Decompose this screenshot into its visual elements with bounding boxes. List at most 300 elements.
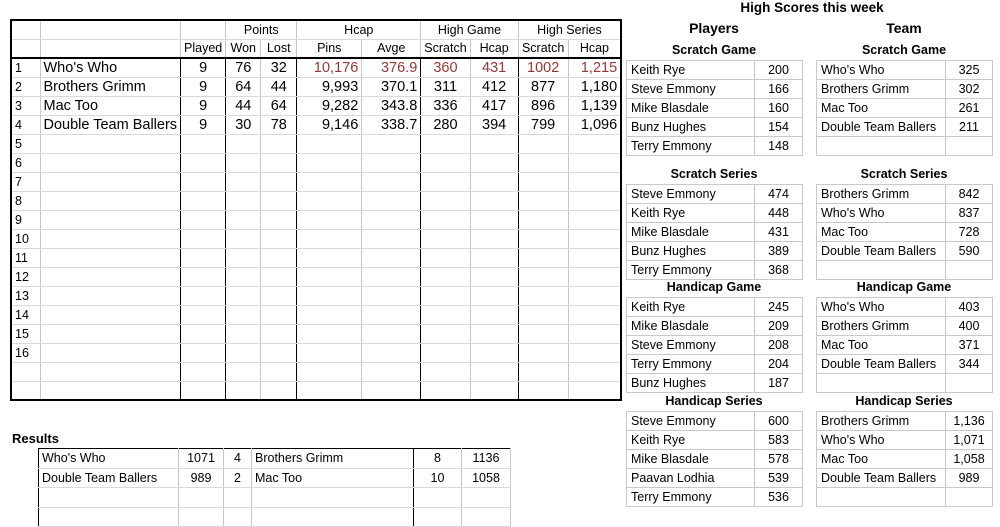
cell-team-name: Mac Too	[40, 96, 181, 115]
score-value: 400	[946, 317, 993, 336]
cell-empty	[568, 229, 621, 248]
list-item	[817, 185, 993, 204]
cell-empty	[40, 153, 181, 172]
cell-pins: 10,176	[297, 58, 362, 77]
team-name: Double Team Ballers	[817, 355, 946, 374]
cell-empty	[568, 248, 621, 267]
result-score-b: 1136	[462, 449, 511, 469]
score-value: 1,136	[946, 412, 993, 431]
table-row	[11, 210, 621, 229]
cell-empty	[568, 381, 621, 400]
cell-empty	[179, 488, 224, 508]
cell-empty	[261, 286, 297, 305]
cell-won: 76	[226, 58, 261, 77]
player-name: Steve Emmony	[627, 185, 755, 204]
list-item	[817, 261, 993, 280]
cell-empty	[470, 210, 518, 229]
team-name: Who's Who	[817, 61, 946, 80]
cell-empty	[181, 229, 226, 248]
table-row	[39, 468, 511, 488]
score-value: 204	[755, 355, 803, 374]
cell-empty	[362, 248, 421, 267]
cell-empty	[297, 172, 362, 191]
list-item	[817, 374, 993, 393]
cell-empty	[11, 362, 40, 381]
standings-header-groups	[11, 20, 621, 39]
cell-empty	[470, 172, 518, 191]
cell-won: 64	[226, 77, 261, 96]
score-value: 154	[755, 118, 803, 137]
result-points-b: 8	[414, 449, 462, 469]
team-name: Mac Too	[817, 99, 946, 118]
cell-empty	[297, 343, 362, 362]
cell-empty	[362, 324, 421, 343]
result-points-a: 4	[224, 449, 252, 469]
cell-empty	[40, 248, 181, 267]
score-value: 187	[755, 374, 803, 393]
cell-empty	[817, 137, 946, 156]
cell-empty	[226, 229, 261, 248]
score-value: 448	[755, 204, 803, 223]
cell-lost: 64	[261, 96, 297, 115]
table-row	[11, 134, 621, 153]
cell-empty	[226, 305, 261, 324]
player-name: Steve Emmony	[627, 336, 755, 355]
cell-empty	[261, 248, 297, 267]
list-item	[817, 80, 993, 99]
list-item	[627, 99, 803, 118]
cell-position: 13	[11, 286, 40, 305]
score-value: 211	[946, 118, 993, 137]
score-value: 728	[946, 223, 993, 242]
list-item	[627, 261, 803, 280]
cell-hs-scratch: 896	[518, 96, 568, 115]
cell-empty	[946, 374, 993, 393]
score-value: 403	[946, 298, 993, 317]
cell-empty	[40, 381, 181, 400]
team-heading: Team	[886, 20, 922, 36]
cell-empty	[11, 381, 40, 400]
cell-empty	[261, 362, 297, 381]
table-row	[11, 58, 621, 77]
list-item	[817, 204, 993, 223]
player-name: Paavan Lodhia	[627, 469, 755, 488]
cell-empty	[40, 210, 181, 229]
cell-hs-hcap: 1,180	[568, 77, 621, 96]
cell-empty	[414, 507, 462, 527]
players-heading: Players	[689, 20, 739, 36]
cell-empty	[181, 134, 226, 153]
cell-lost: 32	[261, 58, 297, 77]
player-name: Mike Blasdale	[627, 99, 755, 118]
result-points-b: 10	[414, 468, 462, 488]
cell-empty	[224, 488, 252, 508]
list-item	[627, 185, 803, 204]
list-item	[817, 137, 993, 156]
result-team-a: Who's Who	[39, 449, 179, 469]
cell-empty	[414, 488, 462, 508]
col-hs-scratch: Scratch	[518, 39, 568, 58]
cell-empty	[40, 229, 181, 248]
cell-empty	[39, 488, 179, 508]
section-title: Handicap Series	[665, 394, 763, 408]
cell-empty	[226, 267, 261, 286]
cell-position: 4	[11, 115, 40, 134]
cell-position: 9	[11, 210, 40, 229]
list-item	[627, 80, 803, 99]
cell-empty	[518, 229, 568, 248]
cell-empty	[421, 172, 470, 191]
cell-empty	[568, 267, 621, 286]
list-item	[817, 61, 993, 80]
cell-position: 3	[11, 96, 40, 115]
cell-empty	[362, 362, 421, 381]
cell-empty	[261, 172, 297, 191]
cell-empty	[362, 191, 421, 210]
list-item	[627, 374, 803, 393]
cell-empty	[297, 362, 362, 381]
cell-empty	[40, 286, 181, 305]
cell-empty	[297, 267, 362, 286]
cell-pins: 9,993	[297, 77, 362, 96]
cell-empty	[362, 305, 421, 324]
score-value: 148	[755, 137, 803, 156]
player-name: Bunz Hughes	[627, 242, 755, 261]
cell-empty	[226, 381, 261, 400]
cell-empty	[946, 261, 993, 280]
cell-empty	[362, 267, 421, 286]
cell-hg-hcap: 394	[470, 115, 518, 134]
cell-hs-scratch: 877	[518, 77, 568, 96]
cell-empty	[421, 191, 470, 210]
col-lost: Lost	[261, 39, 297, 58]
cell-empty	[181, 191, 226, 210]
list-item	[817, 469, 993, 488]
cell-empty	[946, 137, 993, 156]
cell-empty	[518, 153, 568, 172]
cell-empty	[252, 488, 414, 508]
cell-empty	[362, 343, 421, 362]
cell-empty	[946, 488, 993, 507]
team-name: Brothers Grimm	[817, 185, 946, 204]
cell-hg-scratch: 311	[421, 77, 470, 96]
cell-empty	[421, 153, 470, 172]
cell-empty	[261, 134, 297, 153]
cell-empty	[462, 488, 511, 508]
table-row	[11, 115, 621, 134]
cell-empty	[421, 324, 470, 343]
cell-empty	[226, 248, 261, 267]
player-name: Terry Emmony	[627, 137, 755, 156]
header-group-points: Points	[226, 20, 297, 39]
cell-position: 10	[11, 229, 40, 248]
cell-team-name: Brothers Grimm	[40, 77, 181, 96]
cell-lost: 78	[261, 115, 297, 134]
score-value: 578	[755, 450, 803, 469]
cell-empty	[226, 191, 261, 210]
cell-played: 9	[181, 77, 226, 96]
table-row	[11, 248, 621, 267]
list-item	[627, 431, 803, 450]
cell-hg-hcap: 412	[470, 77, 518, 96]
section-title: Scratch Series	[860, 167, 948, 181]
cell-position: 8	[11, 191, 40, 210]
cell-empty	[421, 210, 470, 229]
cell-empty	[181, 324, 226, 343]
cell-empty	[261, 305, 297, 324]
table-row	[11, 172, 621, 191]
cell-empty	[181, 343, 226, 362]
score-value: 209	[755, 317, 803, 336]
cell-hg-scratch: 280	[421, 115, 470, 134]
cell-won: 30	[226, 115, 261, 134]
cell-empty	[470, 324, 518, 343]
cell-empty	[568, 362, 621, 381]
cell-team-name: Double Team Ballers	[40, 115, 181, 134]
cell-empty	[226, 210, 261, 229]
cell-played: 9	[181, 58, 226, 77]
score-value: 431	[755, 223, 803, 242]
cell-empty	[261, 229, 297, 248]
cell-empty	[421, 267, 470, 286]
list-item	[627, 317, 803, 336]
player-name: Steve Emmony	[627, 412, 755, 431]
team-name: Who's Who	[817, 431, 946, 450]
cell-empty	[261, 191, 297, 210]
players-table	[626, 60, 803, 156]
team-name: Who's Who	[817, 204, 946, 223]
result-team-a: Double Team Ballers	[39, 468, 179, 488]
players-table	[626, 184, 803, 280]
standings-table	[10, 19, 622, 401]
cell-hg-hcap: 431	[470, 58, 518, 77]
list-item	[817, 336, 993, 355]
cell-position: 7	[11, 172, 40, 191]
score-value: 536	[755, 488, 803, 507]
cell-empty	[568, 172, 621, 191]
cell-empty	[261, 381, 297, 400]
cell-hs-hcap: 1,139	[568, 96, 621, 115]
cell-avge: 376.9	[362, 58, 421, 77]
team-name: Who's Who	[817, 298, 946, 317]
score-value: 245	[755, 298, 803, 317]
cell-empty	[179, 507, 224, 527]
cell-empty	[568, 210, 621, 229]
cell-empty	[470, 286, 518, 305]
cell-empty	[421, 286, 470, 305]
col-hg-scratch: Scratch	[421, 39, 470, 58]
player-name: Mike Blasdale	[627, 223, 755, 242]
score-value: 989	[946, 469, 993, 488]
cell-empty	[39, 507, 179, 527]
cell-empty	[181, 153, 226, 172]
score-value: 200	[755, 61, 803, 80]
cell-hs-hcap: 1,215	[568, 58, 621, 77]
results-title: Results	[12, 431, 59, 446]
player-name: Steve Emmony	[627, 80, 755, 99]
teams-table	[816, 297, 993, 393]
cell-empty	[518, 324, 568, 343]
player-name: Terry Emmony	[627, 355, 755, 374]
player-name: Keith Rye	[627, 431, 755, 450]
cell-empty	[362, 210, 421, 229]
cell-empty	[181, 267, 226, 286]
table-row	[11, 362, 621, 381]
cell-empty	[421, 305, 470, 324]
cell-empty	[518, 286, 568, 305]
cell-played: 9	[181, 96, 226, 115]
cell-empty	[362, 229, 421, 248]
team-name: Brothers Grimm	[817, 412, 946, 431]
team-name: Double Team Ballers	[817, 118, 946, 137]
cell-empty	[421, 343, 470, 362]
list-item	[627, 204, 803, 223]
cell-pins: 9,146	[297, 115, 362, 134]
cell-empty	[226, 324, 261, 343]
table-row	[11, 267, 621, 286]
list-item	[817, 488, 993, 507]
cell-empty	[470, 191, 518, 210]
table-row	[11, 77, 621, 96]
cell-empty	[226, 362, 261, 381]
cell-empty	[362, 153, 421, 172]
cell-empty	[518, 362, 568, 381]
result-team-b: Brothers Grimm	[252, 449, 414, 469]
table-row	[39, 488, 511, 508]
cell-position: 6	[11, 153, 40, 172]
cell-position: 11	[11, 248, 40, 267]
score-value: 368	[755, 261, 803, 280]
cell-empty	[226, 172, 261, 191]
score-value: 1,071	[946, 431, 993, 450]
player-name: Bunz Hughes	[627, 118, 755, 137]
section-title: Scratch Game	[671, 43, 757, 57]
cell-position: 12	[11, 267, 40, 286]
col-hs-hcap: Hcap	[568, 39, 621, 58]
cell-empty	[568, 324, 621, 343]
cell-empty	[470, 381, 518, 400]
cell-empty	[181, 210, 226, 229]
table-row	[11, 153, 621, 172]
result-score-b: 1058	[462, 468, 511, 488]
player-name: Mike Blasdale	[627, 450, 755, 469]
cell-empty	[224, 507, 252, 527]
teams-table	[816, 411, 993, 507]
list-item	[627, 469, 803, 488]
cell-hg-hcap: 417	[470, 96, 518, 115]
list-item	[627, 242, 803, 261]
cell-empty	[518, 191, 568, 210]
section-title: Handicap Series	[855, 394, 953, 408]
cell-empty	[421, 134, 470, 153]
team-name: Mac Too	[817, 336, 946, 355]
cell-empty	[362, 134, 421, 153]
cell-empty	[297, 191, 362, 210]
table-row	[11, 96, 621, 115]
cell-empty	[568, 305, 621, 324]
list-item	[817, 431, 993, 450]
list-item	[627, 223, 803, 242]
list-item	[817, 99, 993, 118]
col-pins: Pins	[297, 39, 362, 58]
section-title: Scratch Game	[861, 43, 947, 57]
cell-empty	[40, 191, 181, 210]
cell-avge: 338.7	[362, 115, 421, 134]
score-value: 325	[946, 61, 993, 80]
cell-empty	[817, 261, 946, 280]
cell-empty	[421, 362, 470, 381]
cell-empty	[40, 267, 181, 286]
cell-empty	[297, 381, 362, 400]
cell-empty	[470, 362, 518, 381]
team-name: Double Team Ballers	[817, 469, 946, 488]
cell-empty	[817, 488, 946, 507]
cell-empty	[568, 191, 621, 210]
table-row	[11, 305, 621, 324]
cell-empty	[40, 362, 181, 381]
score-value: 539	[755, 469, 803, 488]
cell-empty	[297, 210, 362, 229]
list-item	[627, 488, 803, 507]
cell-empty	[518, 172, 568, 191]
teams-table	[816, 184, 993, 280]
cell-empty	[518, 210, 568, 229]
cell-empty	[362, 172, 421, 191]
header-group-hcap: Hcap	[297, 20, 421, 39]
table-row	[11, 381, 621, 400]
player-name: Keith Rye	[627, 61, 755, 80]
player-name: Bunz Hughes	[627, 374, 755, 393]
score-value: 344	[946, 355, 993, 374]
cell-empty	[470, 305, 518, 324]
cell-won: 44	[226, 96, 261, 115]
players-table	[626, 297, 803, 393]
teams-table	[816, 60, 993, 156]
list-item	[627, 336, 803, 355]
col-played: Played	[181, 39, 226, 58]
cell-empty	[181, 305, 226, 324]
list-item	[627, 412, 803, 431]
cell-pins: 9,282	[297, 96, 362, 115]
list-item	[817, 298, 993, 317]
cell-position: 14	[11, 305, 40, 324]
score-value: 590	[946, 242, 993, 261]
cell-empty	[518, 343, 568, 362]
score-value: 208	[755, 336, 803, 355]
result-score-a: 989	[179, 468, 224, 488]
list-item	[627, 450, 803, 469]
score-value: 1,058	[946, 450, 993, 469]
cell-hs-scratch: 1002	[518, 58, 568, 77]
table-row	[11, 324, 621, 343]
header-group-high-game: High Game	[421, 20, 518, 39]
cell-empty	[470, 134, 518, 153]
cell-hs-scratch: 799	[518, 115, 568, 134]
list-item	[817, 412, 993, 431]
score-value: 389	[755, 242, 803, 261]
standings-header-columns	[11, 39, 621, 58]
score-value: 842	[946, 185, 993, 204]
cell-played: 9	[181, 115, 226, 134]
score-value: 837	[946, 204, 993, 223]
team-name: Double Team Ballers	[817, 242, 946, 261]
list-item	[817, 223, 993, 242]
table-row	[39, 507, 511, 527]
player-name: Mike Blasdale	[627, 317, 755, 336]
list-item	[817, 355, 993, 374]
cell-empty	[421, 229, 470, 248]
cell-position: 2	[11, 77, 40, 96]
